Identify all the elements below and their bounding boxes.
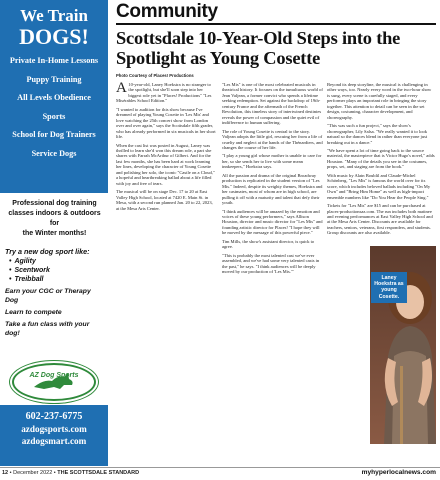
ad-sport-item: • Treibball [9, 275, 104, 284]
article-paragraph [116, 82, 217, 104]
footer-website[interactable]: myhyperlocalnews.com [361, 469, 436, 476]
ad-services-list [0, 56, 108, 159]
drop-cap: A [116, 80, 127, 96]
ad-contact-panel [0, 405, 108, 466]
ad-classes-line: the Winter months! [22, 230, 87, 237]
ad-service-item: Service Dogs [31, 148, 77, 158]
article-paragraph: Tim Mills, the show's assistant director, is quick to agree. [222, 238, 315, 250]
publication-name: THE SCOTTSDALE STANDARD [57, 470, 140, 476]
ad-headline [0, 0, 108, 49]
article-paragraph: Tickets for "Les Mis" are $15 and can be purchased at places-productionsaz.com. The run includes both matinee and evening performances at East Valley High School and at the Mesa Arts Center. Discounts are available for teachers, seniors, veterans, first responders, and students. Group discounts are also available. [327, 203, 433, 236]
az-dog-sports-logo [12, 363, 96, 401]
ad-service-item: School for Dog Trainers [12, 130, 96, 139]
article-column-2 [222, 82, 323, 278]
article-paragraph-text: 10-year-old, Laney Hoekstra is no stranger to the spotlight, but she'll soon step into her biggest role yet in "Places! Productions" "Les Misérables School Edition." [116, 82, 212, 104]
ad-classes-line: classes indoors & outdoors for [8, 210, 101, 227]
article-paragraph: The role of Young Cosette is central to the story. Valjean adopts the little girl, rescuing her from a life of cruelty and neglect at the hands of the Thénardiers, and changes the course of her life. [222, 128, 323, 150]
ad-service-item: Sports [42, 111, 66, 121]
ad-earn-text: Earn your CGC or Therapy Dog [5, 288, 91, 304]
article-paragraph: The musical will be on stage Dec. 17 to 20 at East Valley High School, located at 7420 E. Main St. in Mesa, with a second run planned Jan. 20 to 22, 2023, at the Mesa Arts Center. [116, 189, 213, 211]
ad-phone[interactable]: 602-237-6775 [25, 411, 83, 422]
photo-credit: Photo Courtesy of Places! Productions [116, 73, 194, 78]
ad-try-heading: Try a new dog sport like: [5, 247, 90, 256]
ad-service-item: Private In-Home Lessons [9, 56, 99, 65]
article-column-1 [116, 82, 217, 214]
article-paragraph: "I play a young girl whose mother is unable to care for her, so she sends her to live with some mean innkeepers," Hoekstra says. [222, 153, 322, 170]
article-paragraph: "Les Mis" is one of the most celebrated musicals in theatrical history. It focuses on the tumultuous world of Jean Valjean, a former convict who spends a lifetime seeking redemption. Set against the backdrop of 19th-century France and the aftermath of the French Revolution, this timeless story of intertwined destinies reveals the power of compassion and the quiet evil of indifference to human suffering. [222, 82, 323, 126]
ad-headline-line2: DOGS! [19, 24, 89, 49]
article-column-3 [327, 82, 435, 239]
footer-page-info [2, 470, 139, 476]
ad-sport-item: • Agility [9, 257, 104, 266]
section-divider [116, 23, 436, 25]
ad-sports-list [9, 257, 104, 284]
photo-caption: Laney Hoekstra as young Cosette. [371, 272, 407, 303]
ad-website-link[interactable]: azdogsmart.com [21, 436, 87, 446]
ad-service-item: All Levels Obedience [17, 93, 91, 102]
dog-training-ad [0, 0, 108, 466]
ad-sport-item: • Scentwork [9, 266, 104, 275]
logo-text: AZ Dog Sports [29, 372, 79, 379]
article-paragraph: "We have spent a lot of time going back to the source material, the masterpiece that is Victor Hugo's novel," adds Houston. "Many of the details you see in the costumes, props, set, and staging are from the book." [327, 147, 435, 170]
ad-fun-class-text: Take a fun class with your dog! [5, 321, 90, 337]
ad-service-item: Puppy Training [26, 74, 82, 84]
article-paragraph: Beyond its deep storyline, the musical is challenging in other ways, too. Nearly every word in the two-hour show is sung, every scene is carefully staged, and every performer plays an important role in bringing the story together. This attention to detail can be seen in the set design, costuming, character development, and choreography. [327, 82, 432, 120]
footer-divider [0, 467, 440, 468]
issue-date: December 2022 [13, 470, 53, 476]
ad-learn-text: Learn to compete [5, 309, 62, 316]
article-paragraph: When the cast list was posted in August, Laney was thrilled to learn she'd won this dream role, a part she shares with Farrah McArthur of Gilbert. And for the last few months, she has been hard at work learning her lines, developing the character of Young Cosette and polishing her solo, the iconic "Castle on a Cloud," a hopeful and heartbreaking ballad about a life filled with joy and free of tears. [116, 142, 215, 186]
footer-separator: • [9, 470, 14, 476]
article-paragraph: "This is probably the most talented cast we've ever assembled, and we've had some very talented casts in the past," he says. "I think audiences will be deeply moved by our production of 'Les Mis.'" [222, 252, 320, 275]
footer-separator: • [53, 470, 58, 476]
article-paragraph: "I think audiences will be amazed by the emotion and voices of these young performers," says Allison Houston, director and music director for "Les Mis" and founding artistic director for Places! "I hope they will be moved by the message of this powerful piece." [222, 208, 323, 236]
ad-classes-line: Professional dog training [12, 200, 97, 207]
section-title: Community [116, 1, 218, 22]
article-paragraph: "I wanted to audition for this show because I've dreamed of playing Young Cosette in 'Les Mis' and love watching the 25th concert show from London over and over again," says the Scottsdale fifth grader, who has already performed in six musicals in her short life. [116, 106, 216, 140]
ad-headline-line1: We Train [20, 6, 88, 25]
article-paragraph: All the passion and drama of the original Broadway production is replicated in the student version of "Les Mis." Indeed, despite its weighty themes, Hoekstra and her castmates, most of whom are in high school, are pulling it off with a maturity and talent that defy their youth. [222, 172, 323, 206]
page-number: 12 [2, 470, 9, 476]
dog-silhouette-icon [14, 365, 94, 399]
article-headline: Scottsdale 10-Year-Old Steps into the Spotlight as Young Cosette [116, 28, 401, 68]
article-paragraph: "This was such a fun project," says the show's choreographer, Lily Salsa. "We really wanted it to look natural so the dances blend in rather than everyone just breaking out in a dance." [327, 123, 428, 145]
ad-top-panel [0, 0, 108, 193]
ad-website-link[interactable]: azdogsports.com [21, 424, 87, 434]
article-paragraph: With music by Alain Boublil and Claude-Michel Schönberg, "Les Mis" is famous the world over for its score, which includes beloved ballads including "On My Own" and "Bring Him Home" as well as high-impact ensemble numbers like "Do You Hear the People Sing." [327, 172, 431, 200]
